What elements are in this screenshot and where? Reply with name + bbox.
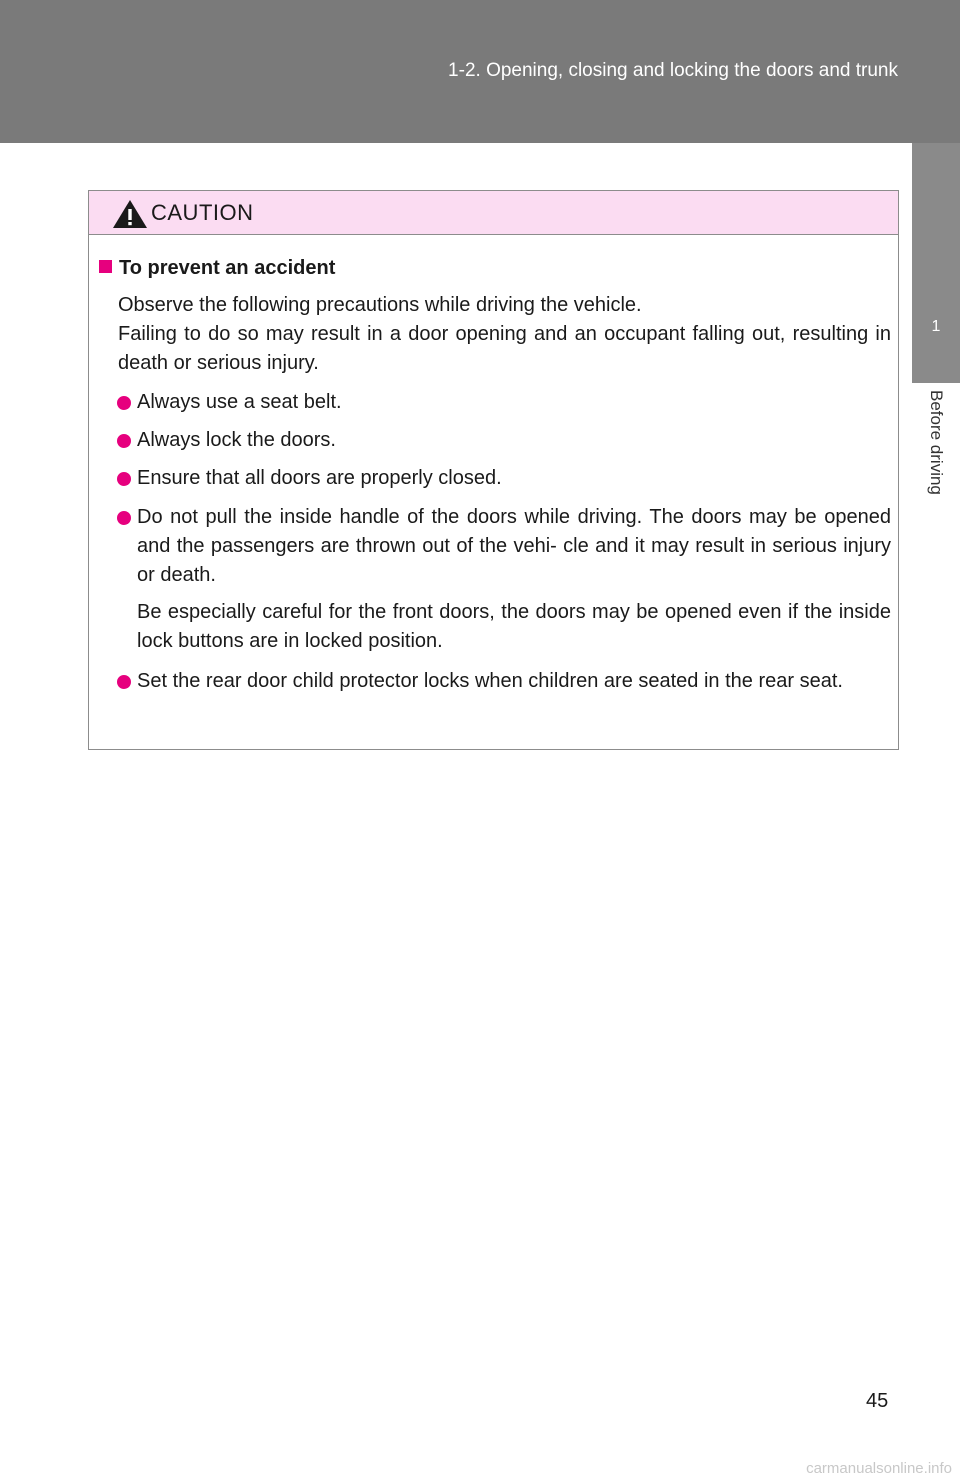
list-item	[117, 503, 891, 590]
list-item	[117, 426, 891, 455]
caution-box	[88, 190, 899, 750]
page-number: 45	[866, 1390, 889, 1412]
list-item-text: Do not pull the inside handle of the doors while driving. The doors may be opened and the passengers are thrown out of the vehi- cle and it may result in serious injury or death.	[137, 506, 891, 586]
list-item	[117, 388, 891, 417]
list-item-note: Be especially careful for the front doors, the doors may be opened even if the inside lock buttons are in locked position.	[137, 601, 891, 652]
intro-text: Observe the following precautions while driving the vehicle.	[118, 294, 642, 316]
chapter-label-area	[912, 384, 960, 544]
chapter-label: Before driving	[927, 390, 946, 495]
bullet-dot-icon	[117, 434, 131, 448]
page-header	[0, 0, 960, 143]
bullet-dot-icon	[117, 511, 131, 525]
caution-title: CAUTION	[151, 200, 254, 225]
list-item-text: Always lock the doors.	[137, 429, 336, 451]
list-item-text: Always use a seat belt.	[137, 391, 342, 413]
footer-watermark: carmanualsonline.info	[806, 1460, 952, 1477]
section-heading	[99, 257, 335, 280]
chapter-number: 1	[931, 318, 941, 335]
list-item-text: Ensure that all doors are properly closed.	[137, 467, 502, 489]
chapter-tab	[912, 143, 960, 383]
bullet-dot-icon	[117, 396, 131, 410]
warning-icon	[112, 199, 148, 229]
warning-text: Failing to do so may result in a door opening and an occupant falling out, resulting in death or serious injury.	[118, 323, 891, 374]
heading-text: To prevent an accident	[119, 257, 336, 279]
square-bullet-icon	[99, 260, 112, 273]
list-item-text: Set the rear door child protector locks when children are seated in the rear seat.	[137, 670, 843, 692]
bullet-dot-icon	[117, 472, 131, 486]
caution-header	[89, 191, 898, 235]
list-item	[117, 667, 891, 696]
list-item	[117, 464, 891, 493]
section-title: 1-2. Opening, closing and locking the doors and trunk	[448, 60, 898, 81]
bullet-dot-icon	[117, 675, 131, 689]
